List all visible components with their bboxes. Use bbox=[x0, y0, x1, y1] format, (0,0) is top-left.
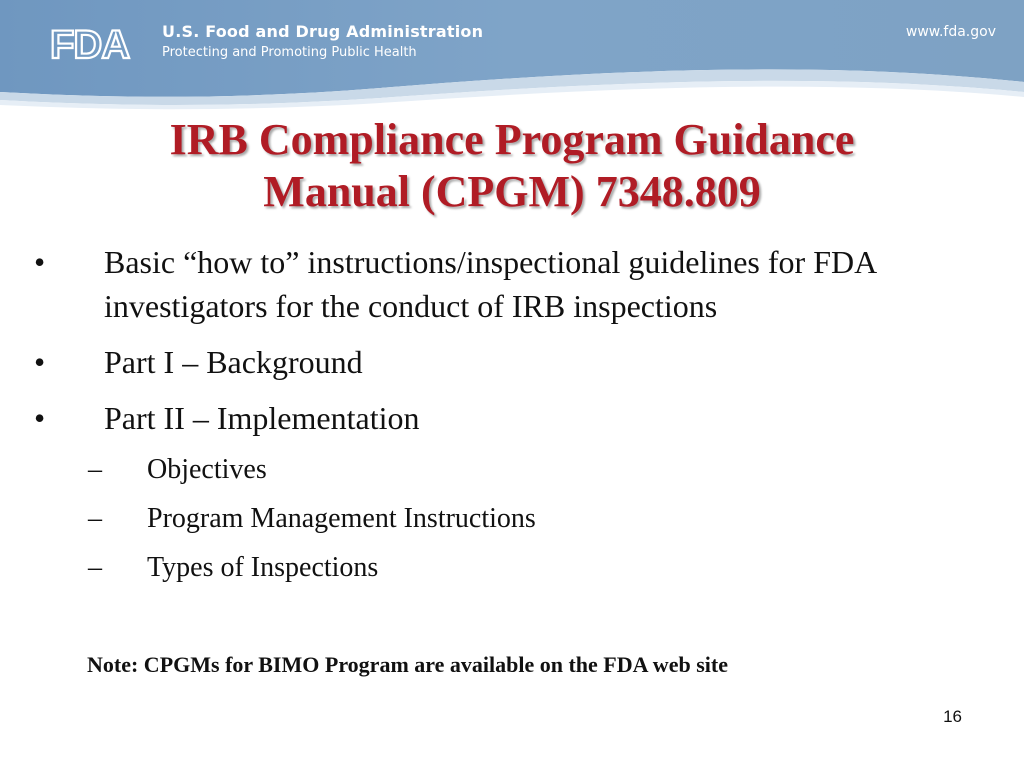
site-url[interactable]: www.fda.gov bbox=[905, 24, 996, 40]
slide-title bbox=[0, 114, 1024, 218]
dash-marker: – bbox=[88, 503, 102, 534]
agency-name: U.S. Food and Drug Administration bbox=[162, 22, 484, 41]
bullet-text: Part II – Implementation bbox=[104, 400, 420, 436]
slide-title-line-1: IRB Compliance Program Guidance bbox=[169, 115, 855, 164]
bullet-marker: • bbox=[34, 400, 46, 436]
note-text: Note: CPGMs for BIMO Program are available on the FDA web site bbox=[87, 652, 728, 677]
agency-tagline: Protecting and Promoting Public Health bbox=[162, 45, 417, 60]
bullet-item bbox=[0, 340, 1024, 384]
dash-marker: – bbox=[88, 454, 102, 485]
dash-marker: – bbox=[88, 552, 102, 583]
page-number: 16 bbox=[943, 707, 962, 726]
fda-logo-text: FDA bbox=[50, 23, 130, 64]
sub-bullet-item bbox=[0, 452, 1024, 488]
sub-bullet-text: Objectives bbox=[147, 454, 267, 485]
header-swoosh bbox=[0, 0, 1024, 110]
bullet-marker: • bbox=[34, 244, 46, 280]
bullet-text: Part I – Background bbox=[104, 344, 363, 380]
header-banner bbox=[0, 0, 1024, 110]
sub-bullet-item bbox=[0, 501, 1024, 537]
sub-bullet-text: Program Management Instructions bbox=[147, 503, 536, 534]
slide-title-line-2: Manual (CPGM) 7348.809 bbox=[263, 167, 761, 216]
bullet-text: Basic “how to” instructions/inspectional guidelines for FDA investigators for the conduct of IRB inspections bbox=[104, 244, 876, 324]
bullet-item bbox=[0, 396, 1024, 440]
fda-logo bbox=[48, 22, 148, 64]
sub-bullet-text: Types of Inspections bbox=[147, 552, 379, 583]
bullet-marker: • bbox=[34, 344, 46, 380]
sub-bullet-item bbox=[0, 550, 1024, 586]
bullet-item bbox=[0, 240, 1024, 328]
bullet-list bbox=[0, 240, 1024, 599]
